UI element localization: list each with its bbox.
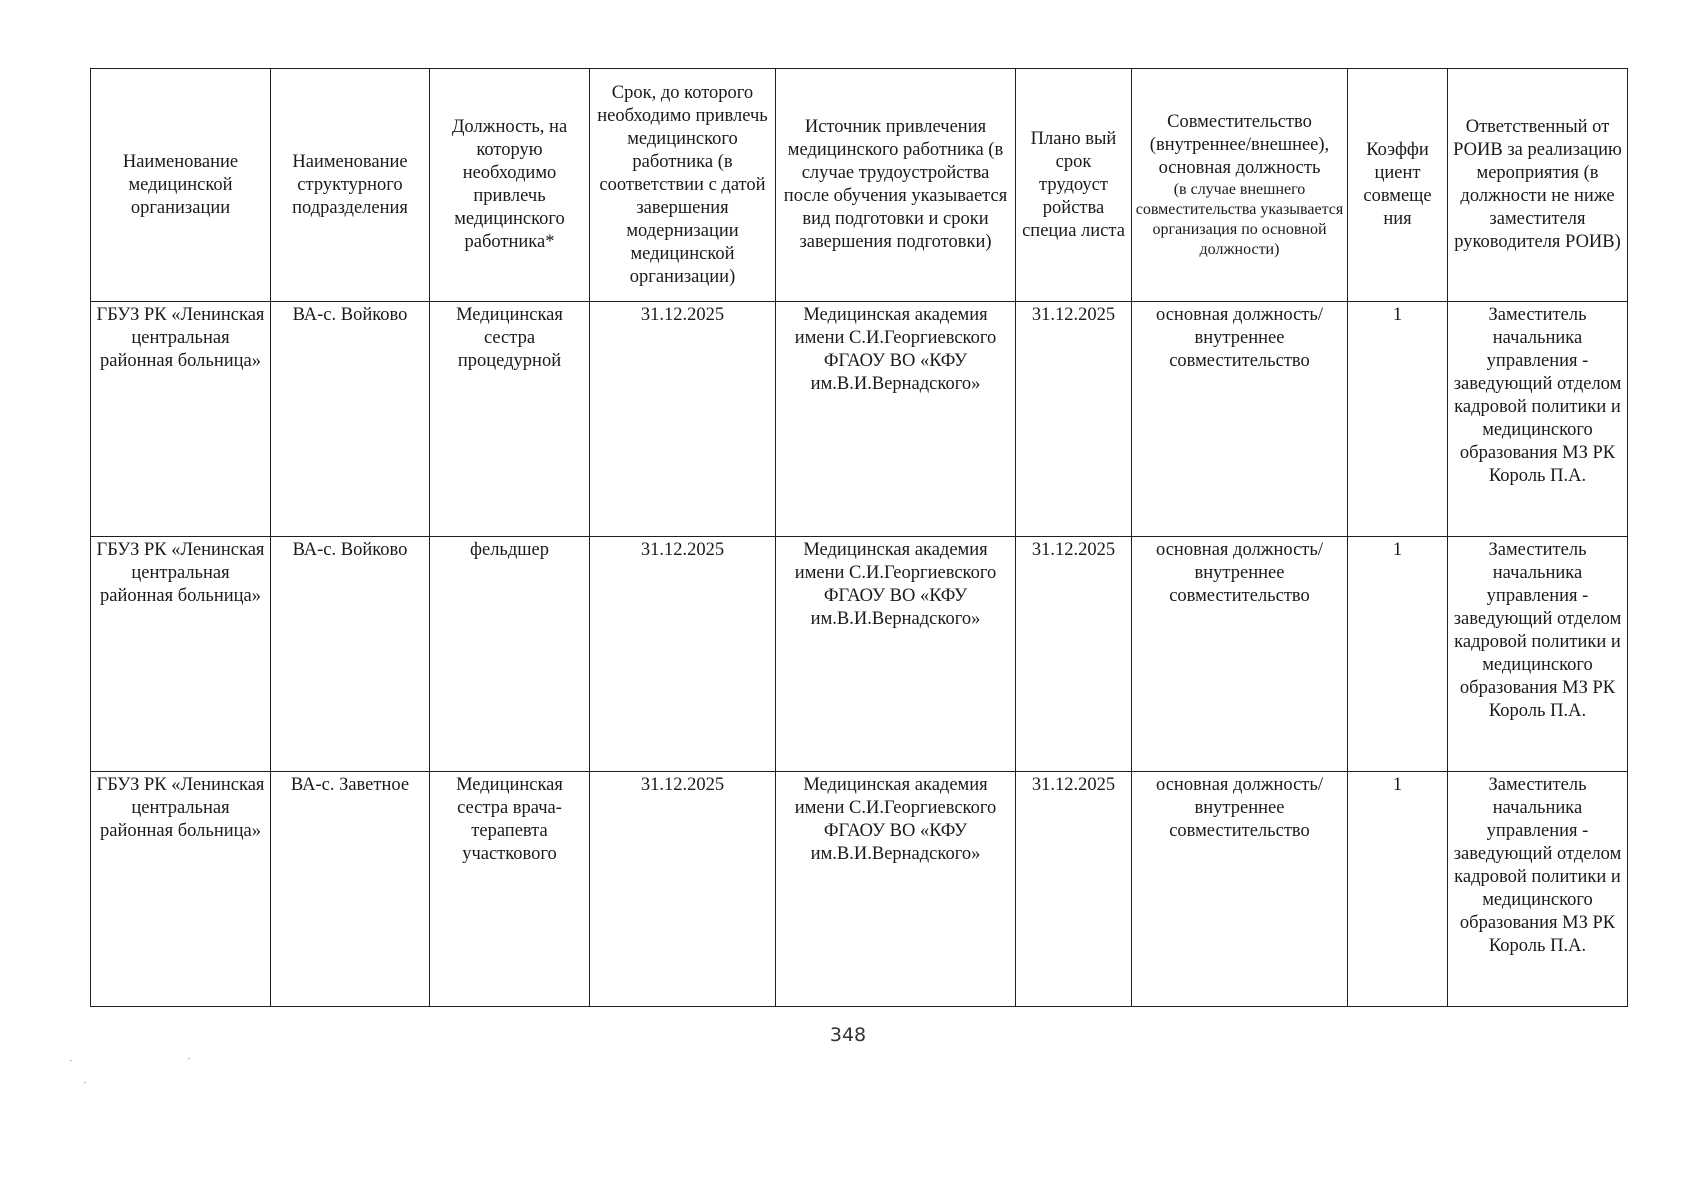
cell-coefficient: 1 — [1348, 302, 1448, 537]
cell-planned-date: 31.12.2025 — [1016, 772, 1132, 1007]
page-number: 348 — [829, 1024, 867, 1046]
header-planned-date: Плано вый срок трудоуст ройства специа листа — [1016, 69, 1132, 302]
table-row — [91, 302, 1628, 537]
table-header-row — [91, 69, 1628, 302]
cell-source: Медицинская академия имени С.И.Георгиевского ФГАОУ ВО «КФУ им.В.И.Вернадского» — [776, 537, 1016, 772]
cell-deadline: 31.12.2025 — [590, 772, 776, 1007]
scan-speck — [70, 1060, 72, 1061]
cell-org: ГБУЗ РК «Ленинская центральная районная больница» — [91, 772, 271, 1007]
cell-planned-date: 31.12.2025 — [1016, 537, 1132, 772]
staffing-table — [90, 68, 1628, 1007]
cell-coefficient: 1 — [1348, 772, 1448, 1007]
cell-org: ГБУЗ РК «Ленинская центральная районная больница» — [91, 302, 271, 537]
header-position: Должность, на которую необходимо привлечь медицинского работника* — [430, 69, 590, 302]
cell-unit: ВА-с. Войково — [271, 537, 430, 772]
header-unit: Наименование структурного подразделения — [271, 69, 430, 302]
header-combination — [1132, 69, 1348, 302]
cell-combination: основная должность/ внутреннее совместительство — [1132, 302, 1348, 537]
cell-org: ГБУЗ РК «Ленинская центральная районная больница» — [91, 537, 271, 772]
cell-unit: ВА-с. Заветное — [271, 772, 430, 1007]
cell-combination: основная должность/ внутреннее совместительство — [1132, 537, 1348, 772]
header-coefficient: Коэффи циент совмеще ния — [1348, 69, 1448, 302]
cell-responsible: Заместитель начальника управления - заведующий отделом кадровой политики и медицинского образования МЗ РК Король П.А. — [1448, 537, 1628, 772]
header-combination-main: Совместительство (внутреннее/внешнее), основная должность — [1149, 111, 1330, 178]
cell-position: Медицинская сестра врача-терапевта участкового — [430, 772, 590, 1007]
header-deadline: Срок, до которого необходимо привлечь медицинского работника (в соответствии с датой завершения модернизации медицинской организации) — [590, 69, 776, 302]
cell-combination: основная должность/ внутреннее совместительство — [1132, 772, 1348, 1007]
cell-source: Медицинская академия имени С.И.Георгиевского ФГАОУ ВО «КФУ им.В.И.Вернадского» — [776, 302, 1016, 537]
cell-deadline: 31.12.2025 — [590, 302, 776, 537]
cell-coefficient: 1 — [1348, 537, 1448, 772]
table-row — [91, 772, 1628, 1007]
cell-source: Медицинская академия имени С.И.Георгиевского ФГАОУ ВО «КФУ им.В.И.Вернадского» — [776, 772, 1016, 1007]
header-source: Источник привлечения медицинского работника (в случае трудоустройства после обучения указывается вид подготовки и сроки завершения подготовки) — [776, 69, 1016, 302]
cell-planned-date: 31.12.2025 — [1016, 302, 1132, 537]
cell-position: фельдшер — [430, 537, 590, 772]
table-row — [91, 537, 1628, 772]
cell-responsible: Заместитель начальника управления - заведующий отделом кадровой политики и медицинского образования МЗ РК Король П.А. — [1448, 772, 1628, 1007]
header-combination-note: (в случае внешнего совместительства указывается организация по основной должности) — [1135, 180, 1344, 258]
header-responsible: Ответственный от РОИВ за реализацию мероприятия (в должности не ниже заместителя руководителя РОИВ) — [1448, 69, 1628, 302]
scan-speck — [188, 1058, 190, 1059]
scan-speck — [84, 1082, 86, 1083]
header-org: Наименование медицинской организации — [91, 69, 271, 302]
cell-unit: ВА-с. Войково — [271, 302, 430, 537]
cell-deadline: 31.12.2025 — [590, 537, 776, 772]
cell-position: Медицинская сестра процедурной — [430, 302, 590, 537]
cell-responsible: Заместитель начальника управления - заведующий отделом кадровой политики и медицинского образования МЗ РК Король П.А. — [1448, 302, 1628, 537]
